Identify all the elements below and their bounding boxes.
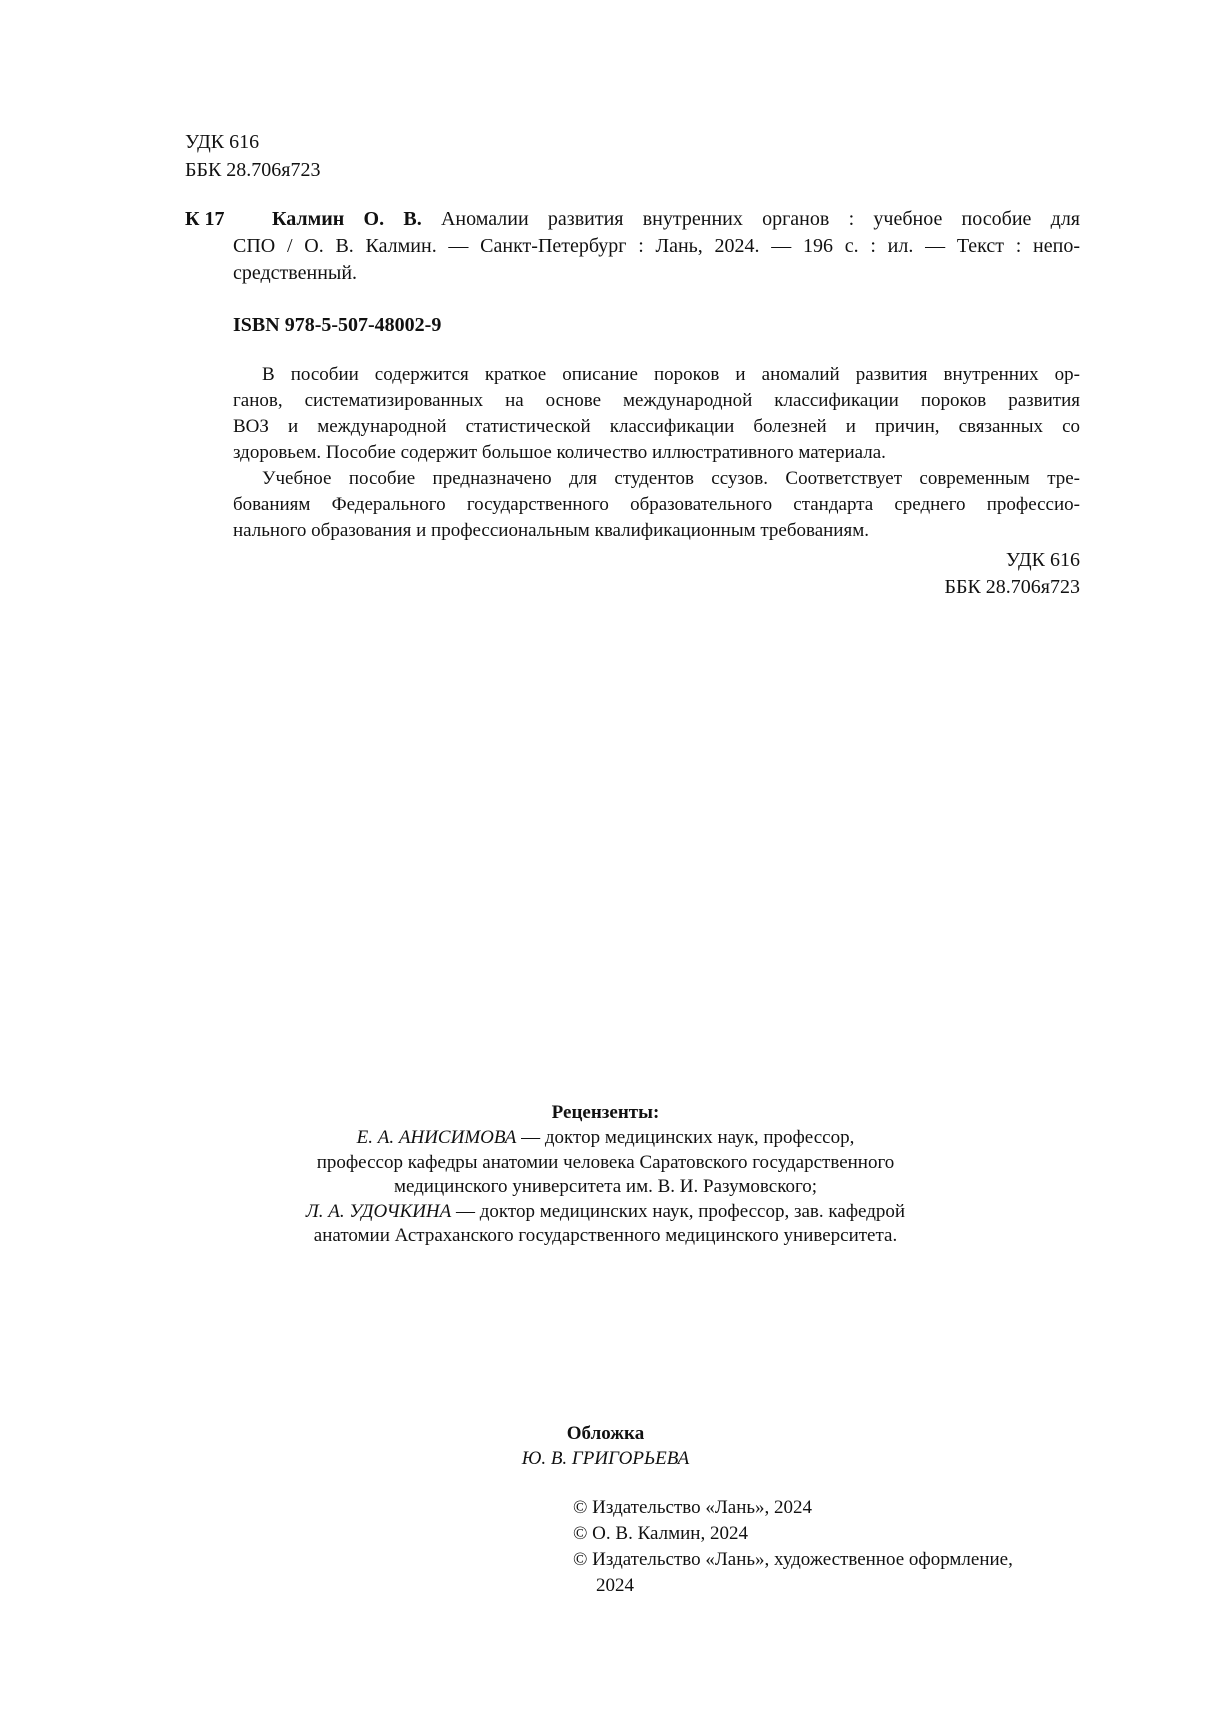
abstract-line: здоровьем. Пособие содержит большое количество иллюстративного материала.	[233, 442, 886, 463]
abstract-line: Учебное пособие предназначено для студентов ссузов. Соответствует современным тре-	[262, 468, 1080, 489]
udk-top: УДК 616	[185, 131, 260, 153]
reviewer-2-line-1	[0, 1200, 1211, 1225]
bibliographic-line-2: СПО / О. В. Калмин. — Санкт-Петербург : Лань, 2024. — 196 с. : ил. — Текст : непо-	[233, 235, 1080, 257]
reviewers-heading: Рецензенты:	[551, 1102, 660, 1123]
bibliographic-author: Калмин О. В.	[272, 208, 422, 230]
bibliographic-title: Аномалии развития внутренних органов : учебное пособие для	[440, 208, 1080, 230]
reviewer-1-line-3: медицинского университета им. В. И. Разумовского;	[393, 1176, 818, 1197]
abstract-line: В пособии содержится краткое описание пороков и аномалий развития внутренних ор-	[262, 364, 1080, 385]
reviewer-1-name: Е. А. АНИСИМОВА	[356, 1127, 517, 1148]
cover-designer: Ю. В. ГРИГОРЬЕВА	[521, 1448, 690, 1469]
reviewer-1-line-2: профессор кафедры анатомии человека Саратовского государственного	[316, 1152, 895, 1173]
reviewer-1-title: — доктор медицинских наук, профессор,	[516, 1127, 855, 1148]
reviewer-2-name: Л. А. УДОЧКИНА	[305, 1201, 452, 1222]
abstract-line: ганов, систематизированных на основе международной классификации пороков развития	[233, 390, 1080, 411]
author-mark: К 17	[185, 208, 225, 230]
reviewer-2-title: — доктор медицинских наук, профессор, зав. кафедрой	[451, 1201, 906, 1222]
abstract-line: нального образования и профессиональным квалификационным требованиям.	[233, 520, 869, 541]
cover-heading: Обложка	[566, 1423, 645, 1444]
isbn: ISBN 978-5-507-48002-9	[233, 314, 442, 336]
reviewer-1-line-1	[0, 1126, 1211, 1151]
reviewer-2-line-2: анатомии Астраханского государственного медицинского университета.	[313, 1225, 898, 1246]
bibliographic-line-1	[272, 206, 1080, 232]
copyright-line: © Издательство «Лань», 2024	[573, 1497, 813, 1518]
copyright-line: 2024	[596, 1575, 634, 1596]
copyright-line: © Издательство «Лань», художественное оформление,	[573, 1549, 1013, 1570]
bbk-bottom: ББК 28.706я723	[944, 576, 1080, 598]
udk-bottom: УДК 616	[1005, 549, 1080, 571]
abstract-line: бованиям Федерального государственного образовательного стандарта среднего профессио-	[233, 494, 1080, 515]
bbk-top: ББК 28.706я723	[185, 159, 321, 181]
copyright-line: © О. В. Калмин, 2024	[573, 1523, 748, 1544]
bibliographic-line-3: средственный.	[233, 262, 358, 284]
abstract-line: ВОЗ и международной статистической классификации болезней и причин, связанных со	[233, 416, 1080, 437]
